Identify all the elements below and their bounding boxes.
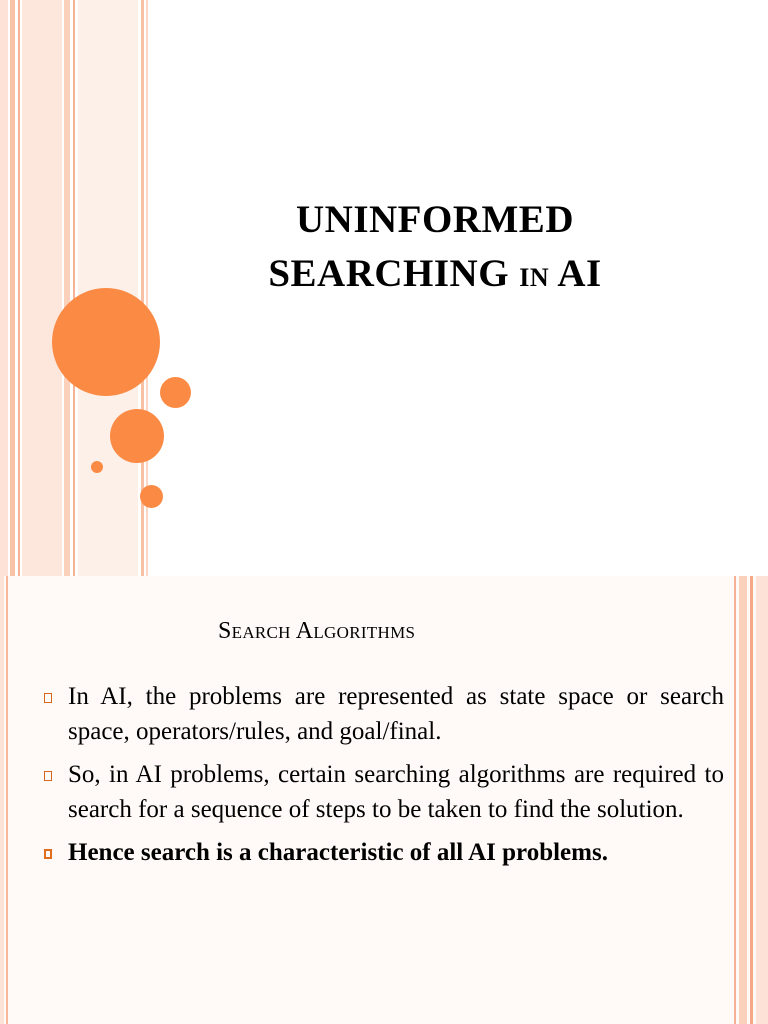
decorative-circle <box>91 461 103 473</box>
slide-heading: Search Algorithms <box>218 618 416 644</box>
decorative-stripe <box>73 0 75 576</box>
title-word-in: IN <box>519 263 550 292</box>
decorative-circle <box>160 377 191 408</box>
bullet-text: So, in AI problems, certain searching algorithms are required to search for a sequence of steps to be taken to find the solution. <box>68 761 724 823</box>
decorative-stripe <box>0 576 4 1024</box>
title-word-ai: AI <box>557 252 602 295</box>
decorative-stripe <box>750 576 753 1024</box>
bullet-text: In AI, the problems are represented as state space or search space, operators/rules, and goal/final. <box>68 683 724 745</box>
decorative-stripe <box>6 576 8 1024</box>
bullet-item <box>44 835 724 870</box>
bullet-text: Hence search is a characteristic of all AI problems. <box>68 839 608 866</box>
decorative-stripe <box>18 0 20 576</box>
bullet-item <box>44 679 724 749</box>
slide-title <box>230 193 640 305</box>
title-word-searching: SEARCHING <box>268 252 510 295</box>
decorative-stripe <box>756 576 768 1024</box>
decorative-stripe <box>10 0 15 576</box>
content-slide <box>0 576 768 1024</box>
bullet-list <box>44 679 724 878</box>
bullet-box-icon <box>44 693 52 703</box>
decorative-stripe <box>64 0 70 576</box>
decorative-stripe <box>0 0 8 576</box>
bullet-box-icon <box>44 771 52 781</box>
bullet-box-icon <box>44 849 52 859</box>
decorative-stripe <box>734 576 736 1024</box>
decorative-stripe <box>22 0 62 576</box>
decorative-circle <box>140 485 163 508</box>
decorative-circle <box>110 409 164 463</box>
decorative-circle <box>52 288 160 396</box>
title-line-1: UNINFORMED <box>296 198 574 241</box>
bullet-item <box>44 757 724 827</box>
decorative-stripe <box>739 576 747 1024</box>
